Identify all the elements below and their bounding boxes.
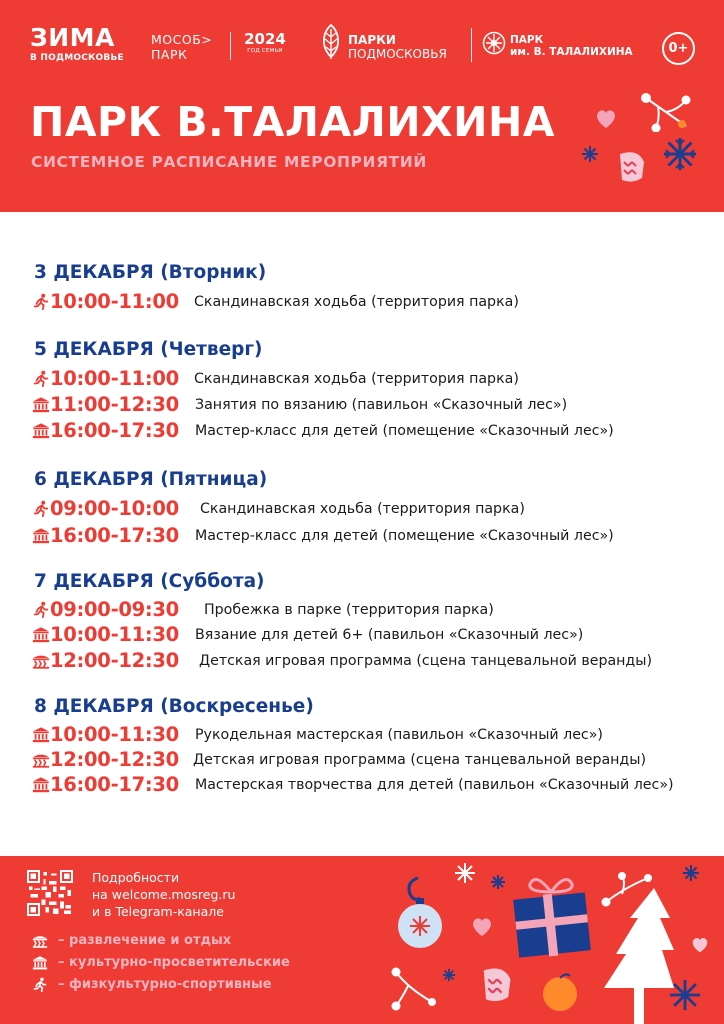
snowflake-decoration-icon — [490, 874, 506, 890]
event-time: 16:00-17:30 — [50, 419, 179, 442]
mitten-decoration-icon — [612, 150, 650, 186]
footer-info-line1: Подробности — [92, 870, 180, 885]
year-of-family-logo — [244, 30, 286, 54]
page-subtitle: СИСТЕМНОЕ РАСПИСАНИЕ МЕРОПРИЯТИЙ — [31, 153, 427, 171]
event-time: 10:00-11:30 — [50, 623, 179, 646]
day-heading: 3 ДЕКАБРЯ (Вторник) — [34, 262, 267, 283]
event-description: Рукодельная мастерская (павильон «Сказочный лес») — [195, 727, 603, 743]
gift-box-decoration-icon — [506, 870, 596, 960]
mosobpark-logo-line2: ПАРК — [151, 47, 188, 62]
event-time: 11:00-12:30 — [50, 393, 179, 416]
snowflake-decoration-icon — [581, 145, 599, 163]
museum-culture-icon — [32, 726, 50, 744]
day-heading: 6 ДЕКАБРЯ (Пятница) — [34, 469, 268, 490]
snowflake-decoration-icon — [442, 968, 456, 982]
tangerine-decoration-icon — [540, 972, 580, 1012]
mosobpark-logo — [151, 32, 212, 62]
event-description: Мастерская творчества для детей (павильон «Сказочный лес») — [195, 777, 674, 793]
year-of-family-number: 2024 — [244, 30, 286, 48]
legend-label: – физкультурно-спортивные — [58, 977, 272, 992]
theater-entertainment-icon — [32, 652, 50, 670]
parki-logo-line1: ПАРКИ — [348, 33, 396, 47]
qr-code[interactable] — [27, 870, 73, 916]
zima-logo-subtext: В ПОДМОСКОВЬЕ — [30, 53, 124, 63]
snowflake-decoration-icon — [454, 862, 476, 884]
event-description: Скандинавская ходьба (территория парка) — [194, 371, 519, 387]
talalikhin-logo-line1: ПАРК — [510, 34, 544, 46]
day-heading: 8 ДЕКАБРЯ (Воскресенье) — [34, 696, 314, 717]
footer-info-website[interactable]: на welcome.mosreg.ru — [92, 887, 236, 902]
snowflake-large-decoration-icon — [662, 136, 698, 172]
park-leaf-icon — [318, 23, 344, 61]
theater-entertainment-icon — [32, 751, 50, 769]
day-heading: 7 ДЕКАБРЯ (Суббота) — [34, 571, 265, 592]
museum-culture-icon — [30, 955, 50, 971]
sport-runner-icon — [32, 293, 50, 311]
event-description: Мастер-класс для детей (помещение «Сказочный лес») — [195, 528, 614, 544]
museum-culture-icon — [32, 422, 50, 440]
event-description: Скандинавская ходьба (территория парка) — [200, 501, 525, 517]
snowflake-emblem-icon — [482, 31, 506, 55]
museum-culture-icon — [32, 396, 50, 414]
heart-decoration-icon — [470, 916, 494, 938]
event-time: 10:00-11:00 — [50, 367, 179, 390]
berries-branch-icon — [388, 964, 438, 1012]
sport-runner-icon — [32, 500, 50, 518]
event-description: Скандинавская ходьба (территория парка) — [194, 294, 519, 310]
sport-runner-icon — [32, 601, 50, 619]
event-description: Детская игровая программа (сцена танцевальной веранды) — [199, 653, 652, 669]
talalikhin-park-logo — [482, 31, 633, 59]
legend-label: – развлечение и отдых — [58, 933, 232, 948]
event-time: 09:00-09:30 — [50, 598, 179, 621]
age-rating-badge: 0+ — [662, 32, 695, 65]
event-time: 16:00-17:30 — [50, 524, 179, 547]
christmas-tree-decoration-icon — [604, 888, 674, 1024]
theater-entertainment-icon — [30, 933, 50, 949]
event-time: 12:00-12:30 — [50, 649, 179, 672]
legend-label: – культурно-просветительские — [58, 955, 290, 970]
event-description: Пробежка в парке (территория парка) — [204, 602, 494, 618]
event-time: 10:00-11:00 — [50, 290, 179, 313]
event-description: Вязание для детей 6+ (павильон «Сказочный лес») — [195, 627, 584, 643]
talalikhin-logo-line2: им. В. ТАЛАЛИХИНА — [510, 46, 633, 58]
footer-info — [92, 869, 235, 920]
event-description: Детская игровая программа (сцена танцевальной веранды) — [193, 752, 646, 768]
mosobpark-logo-line1: МОСОБ> — [151, 32, 213, 47]
zima-logo-text: ЗИМА — [30, 23, 115, 52]
logo-divider — [471, 28, 472, 62]
event-time: 12:00-12:30 — [50, 748, 179, 771]
museum-culture-icon — [32, 626, 50, 644]
page-title: ПАРК В.ТАЛАЛИХИНА — [30, 98, 556, 146]
sport-runner-icon — [30, 977, 50, 993]
event-description: Мастер-класс для детей (помещение «Сказочный лес») — [195, 423, 614, 439]
museum-culture-icon — [32, 776, 50, 794]
year-of-family-caption: ГОД СЕМЬИ — [247, 48, 283, 54]
event-time: 10:00-11:30 — [50, 723, 179, 746]
museum-culture-icon — [32, 527, 50, 545]
day-heading: 5 ДЕКАБРЯ (Четверг) — [34, 339, 263, 360]
logo-divider — [230, 32, 231, 60]
heart-decoration-icon — [690, 936, 710, 954]
sport-runner-icon — [32, 370, 50, 388]
event-description: Занятия по вязанию (павильон «Сказочный лес») — [195, 397, 568, 413]
event-time: 16:00-17:30 — [50, 773, 179, 796]
heart-decoration-icon — [594, 108, 618, 130]
zima-logo — [30, 23, 124, 63]
snowflake-decoration-icon — [682, 864, 700, 882]
header-banner — [0, 0, 724, 212]
parki-logo-line2: ПОДМОСКОВЬЯ — [348, 47, 447, 61]
parki-podmoskovya-logo — [318, 23, 447, 65]
snowflake-large-decoration-icon — [668, 978, 702, 1012]
footer-info-telegram: и в Telegram-канале — [92, 904, 224, 919]
ornament-decoration-icon — [396, 876, 444, 956]
berries-branch-icon — [636, 90, 692, 132]
footer-banner — [0, 856, 724, 1024]
event-time: 09:00-10:00 — [50, 497, 179, 520]
mitten-decoration-icon — [474, 966, 518, 1006]
